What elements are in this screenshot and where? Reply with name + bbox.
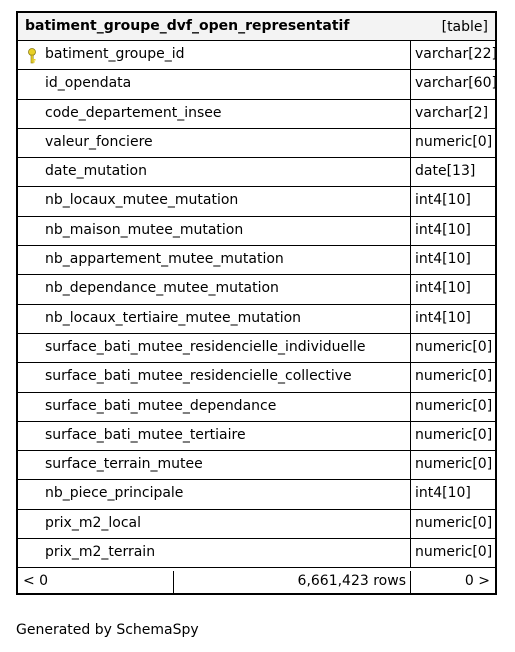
column-row[interactable] [18, 275, 495, 304]
column-row[interactable] [18, 422, 495, 451]
column-type: numeric[0] [415, 544, 493, 561]
column-type: varchar[2] [415, 104, 489, 121]
column-name: id_opendata [45, 75, 132, 92]
column-name: valeur_fonciere [45, 133, 153, 150]
column-row[interactable] [18, 363, 495, 392]
table-footer [18, 571, 495, 593]
column-name-cell [18, 158, 411, 186]
column-name-cell [18, 334, 411, 362]
row-count: 6,661,423 rows [297, 573, 406, 589]
column-type: varchar[22] [415, 46, 497, 62]
column-type: date[13] [415, 163, 476, 180]
table-name[interactable]: batiment_groupe_dvf_open_representatif [25, 18, 350, 34]
column-row[interactable] [18, 539, 495, 568]
column-name: surface_bati_mutee_dependance [45, 397, 277, 414]
children-count[interactable]: 0 > [464, 573, 490, 589]
parents-cell [18, 571, 174, 593]
column-name: nb_dependance_mutee_mutation [45, 280, 279, 297]
column-type: numeric[0] [415, 426, 493, 443]
column-name-cell [18, 422, 411, 450]
column-type: int4[10] [415, 251, 471, 268]
column-name: nb_locaux_mutee_mutation [45, 192, 239, 209]
column-type: int4[10] [415, 309, 471, 326]
column-name-cell [18, 451, 411, 479]
column-name: nb_locaux_tertiaire_mutee_mutation [45, 309, 302, 326]
column-name-cell [18, 305, 411, 333]
table-kind: [table] [441, 19, 488, 35]
column-name: prix_m2_terrain [45, 544, 156, 561]
column-name-cell [18, 539, 411, 567]
column-name: prix_m2_local [45, 514, 141, 531]
column-row[interactable] [18, 305, 495, 334]
table-header [18, 13, 495, 41]
column-name: batiment_groupe_id [45, 46, 185, 62]
column-row[interactable] [18, 480, 495, 509]
column-name-cell [18, 41, 411, 69]
column-name: surface_bati_mutee_residencielle_individuelle [45, 338, 366, 355]
column-name-cell [18, 246, 411, 274]
column-row[interactable] [18, 334, 495, 363]
column-name: nb_appartement_mutee_mutation [45, 251, 284, 268]
column-row[interactable] [18, 41, 495, 70]
column-row[interactable] [18, 129, 495, 158]
generated-by-label: Generated by SchemaSpy [16, 622, 199, 638]
column-name-cell [18, 70, 411, 98]
column-row[interactable] [18, 187, 495, 216]
column-name-cell [18, 100, 411, 128]
column-type: varchar[60] [415, 75, 497, 92]
column-row[interactable] [18, 393, 495, 422]
column-name-cell [18, 129, 411, 157]
column-row[interactable] [18, 70, 495, 99]
column-type: int4[10] [415, 221, 471, 238]
column-name-cell [18, 187, 411, 215]
column-row[interactable] [18, 158, 495, 187]
table-box [16, 11, 497, 595]
column-type: numeric[0] [415, 397, 493, 414]
column-name: surface_bati_mutee_residencielle_collective [45, 368, 352, 385]
column-name: surface_bati_mutee_tertiaire [45, 426, 246, 443]
column-type: numeric[0] [415, 514, 493, 531]
column-name-cell [18, 217, 411, 245]
column-name: nb_maison_mutee_mutation [45, 221, 244, 238]
column-type: numeric[0] [415, 456, 493, 473]
column-type: int4[10] [415, 485, 471, 502]
column-type: int4[10] [415, 192, 471, 209]
column-name: nb_piece_principale [45, 485, 184, 502]
column-name: date_mutation [45, 163, 147, 180]
column-row[interactable] [18, 246, 495, 275]
column-row[interactable] [18, 510, 495, 539]
primary-key-icon [26, 48, 38, 64]
row-count-cell [174, 571, 411, 593]
column-row[interactable] [18, 451, 495, 480]
column-name-cell [18, 480, 411, 508]
column-type: numeric[0] [415, 133, 493, 150]
column-name-cell [18, 510, 411, 538]
column-list [18, 41, 495, 568]
column-type: numeric[0] [415, 368, 493, 385]
column-name: surface_terrain_mutee [45, 456, 203, 473]
parents-count[interactable]: < 0 [23, 573, 49, 589]
column-name-cell [18, 363, 411, 391]
column-name-cell [18, 393, 411, 421]
column-row[interactable] [18, 100, 495, 129]
column-name: code_departement_insee [45, 104, 222, 121]
column-type: numeric[0] [415, 338, 493, 355]
column-name-cell [18, 275, 411, 303]
column-type: int4[10] [415, 280, 471, 297]
column-row[interactable] [18, 217, 495, 246]
